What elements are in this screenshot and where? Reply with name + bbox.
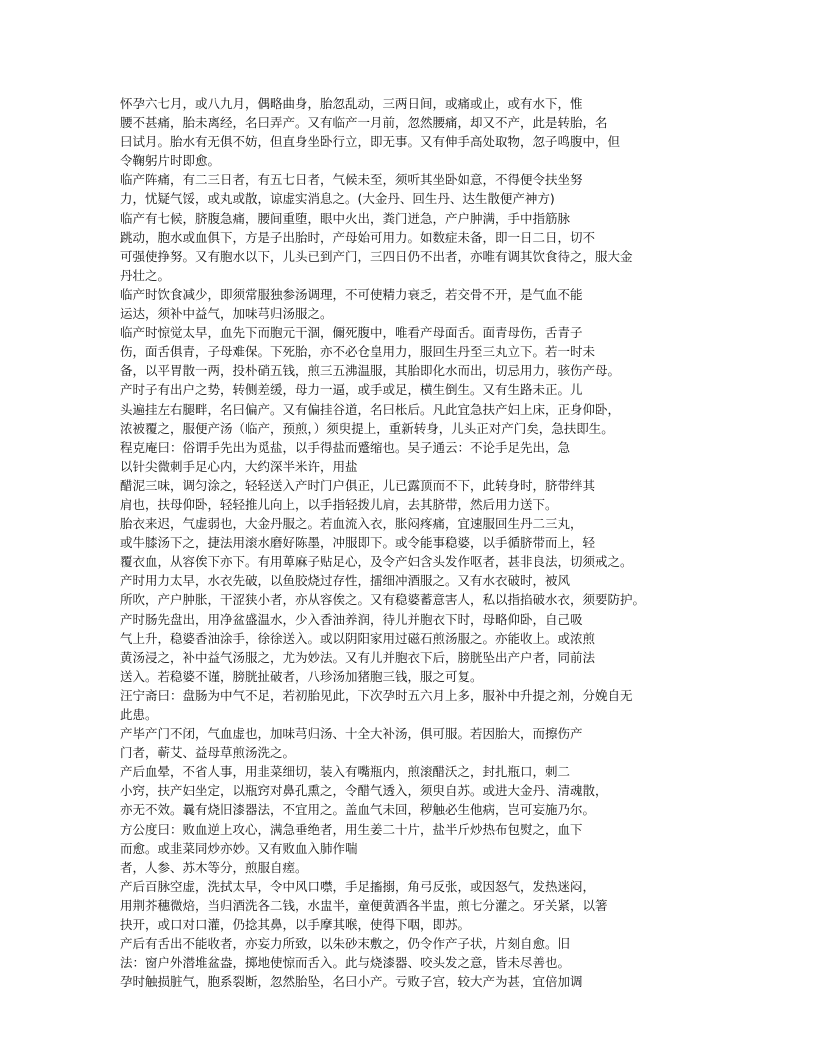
text-line: 腰不甚痛，胎未离经，名曰弄产。又有临产一月前，忽然腰痛，却又不产，此是转胎，名 [120,115,608,131]
text-line: 力，忧疑气馁，或丸或散，谅虚实消息之。(大金丹、回生丹、达生散便产神方) [120,191,555,207]
text-line: 气上升，稳婆香油涂手，徐徐送入。或以阴阳家用过磁石煎汤服之。亦能收上。或浓煎 [120,630,596,646]
text-line: 方公度曰：败血逆上攻心，满急垂绝者，用生姜二十片，盐半斤炒热布包熨之，血下 [120,821,583,837]
text-line: 曰试月。胎水有无俱不妨，但直身坐卧行立，即无事。又有伸手高处取物，忽子鸣腹中，但 [120,134,621,150]
text-line: 产时用力太早，水衣先破，以鱼胶烧过存性，擂细冲酒服之。又有水衣破时，被风 [120,573,571,589]
text-line: 者，人参、苏木等分，煎服自瘥。 [120,859,308,875]
text-line: 伤，面舌俱青，子母难保。下死胎，亦不必仓皇用力，服回生丹至三丸立下。若一时未 [120,344,596,360]
text-line: 送入。若稳婆不谨，膀胱扯破者，八珍汤加猪胞三钱，服之可复。 [120,668,483,684]
text-line: 产后血晕，不省人事，用韭菜细切，装入有嘴瓶内，煎滚醋沃之，封扎瓶口，刺二 [120,764,571,780]
text-line: 临产时饮食减少，即须常服独参汤调理，不可使精力衰乏，若交骨不开，是气血不能 [120,286,583,302]
text-line: 而愈。或韭菜同炒亦妙。又有败血入肺作喘 [120,840,358,856]
text-line: 肩也，扶母仰卧，轻轻推儿向上，以手指轻拨儿肩，去其脐带，然后用力送下。 [120,496,558,512]
text-line: 胎衣来迟，气虚弱也，大金丹服之。若血流入衣，胀闷疼痛，宜速服回生丹二三丸， [120,516,583,532]
text-line: 产时肠先盘出，用净盆盛温水，少入香油养润，待儿并胞衣下时，母略仰卧，自己吸 [120,611,583,627]
text-line: 或牛膝汤下之，捷法用滚水磨好陈墨，冲服即下。或令能事稳婆，以手循脐带而上，轻 [120,535,596,551]
text-line: 产后百脉空虚，洗拭太早，令中风口噤，手足搐搦，角弓反张，或因怒气，发热迷闷， [120,878,596,894]
text-line: 用荆芥穗微焙，当归酒洗各二钱，水盅半，童便黄酒各半盅，煎七分灌之。牙关紧，以箸 [120,897,608,913]
text-line: 汪宁斋曰：盘肠为中气不足，若初胎见此，下次孕时五六月上多，服补中升提之剂，分娩自无 [120,687,633,703]
text-line: 孕时触损脏气，胞系裂断，忽然胎坠，名曰小产。亏败子宫，较大产为甚，宜倍加调 [120,974,583,990]
text-line: 头遍挂左右腿畔，名曰偏产。又有偏挂谷道，名曰枨后。凡此宜急扶产妇上床，正身仰卧， [120,401,621,417]
text-line: 临产阵痛，有二三日者，有五七日者，气候未至，须听其坐卧如意，不得便令扶坐努 [120,172,583,188]
text-line: 临产有七候，脐腹急痛，腰间重堕，眼中火出，粪门迸急，产户肿满，手中指筋脉 [120,210,571,226]
text-line: 临产时惊觉太早，血先下而胞元干涸，儞死腹中，唯看产母面舌。面青母伤，舌青子 [120,325,583,341]
text-line: 令鞠躬片时即愈。 [120,153,221,169]
text-line: 以针尖微刺手足心内，大约深半米许，用盐 [120,458,358,474]
text-line: 程克庵曰：俗谓手先出为觅盐，以手得盐而蹙缩也。吴子通云：不论手足先出，急 [120,439,571,455]
text-line: 跳动，胞水或血俱下，方是子出胎时，产母始可用力。如数症未备，即一日二日，切不 [120,229,596,245]
text-line: 黄汤浸之，补中益气汤服之，尤为妙法。又有儿并胞衣下后，膀胱坠出产户者，同前法 [120,649,596,665]
text-line: 产时子有出户之势，转侧差缓，母力一逼，或手或足，横生倒生。又有生路未正。儿 [120,382,583,398]
text-line: 覆衣血，从容俟下亦下。有用萆麻子贴足心，及令产妇含头发作呕者，甚非良法，切须戒之。 [120,554,633,570]
text-line: 产后有舌出不能收者，亦妄力所致，以朱砂末敷之，仍令作产子状，片刻自愈。旧 [120,936,571,952]
text-line: 产毕产门不闭，气血虚也，加味芎归汤、十全大补汤，俱可服。若因胎大，而擦伤产 [120,726,583,742]
text-line: 所吹，产户肿胀，干涩狭小者，亦从容俟之。又有稳婆蓄意害人，私以指掐破水衣，须要防护。 [120,592,646,608]
text-line: 亦无不效。曩有烧旧漆器法，不宜用之。盖血气未回，秽触必生他病，岂可妄施乃尔。 [120,802,596,818]
text-line: 运达，须补中益气，加味芎归汤服之。 [120,306,333,322]
text-line: 小窍，扶产妇坐定，以瓶窍对鼻孔熏之，令醋气透入，须臾自苏。或进大金丹、清魂散， [120,783,608,799]
text-line: 法：窗户外潜堆盆盎，掷地使惊而舌入。此与烧漆器、咬头发之意，皆未尽善也。 [120,955,571,971]
text-line: 怀孕六七月，或八九月，偶略曲身，胎忽乱动，三两日间，或痛或止，或有水下，惟 [120,96,583,111]
text-line: 门者，蕲艾、益母草煎汤洗之。 [120,745,296,761]
text-line: 备，以平胃散一两，投朴硝五钱，煎三五沸温服，其胎即化水而出，切忌用力，骇伤产母。 [120,363,621,379]
text-body [120,94,700,991]
text-line: 醋泥三味，调匀涂之，轻轻送入产时门户俱正，儿已露顶而不下，此转身时，脐带绊其 [120,477,596,493]
text-line: 可强使挣努。又有胞水以下，儿头已到产门，三四日仍不出者，亦唯有调其饮食待之，服大金 [120,248,633,264]
text-line: 浓被覆之，服便产汤（临产，预煎，）须臾提上，重新转身，儿头正对产门矣，急扶即生。 [120,420,614,436]
text-line: 此患。 [120,707,158,722]
text-line: 抉开，或口对口灌，仍捻其鼻，以手摩其喉，使得下咽，即苏。 [120,917,471,933]
text-line: 丹壮之。 [120,267,171,283]
document-page [120,94,700,991]
